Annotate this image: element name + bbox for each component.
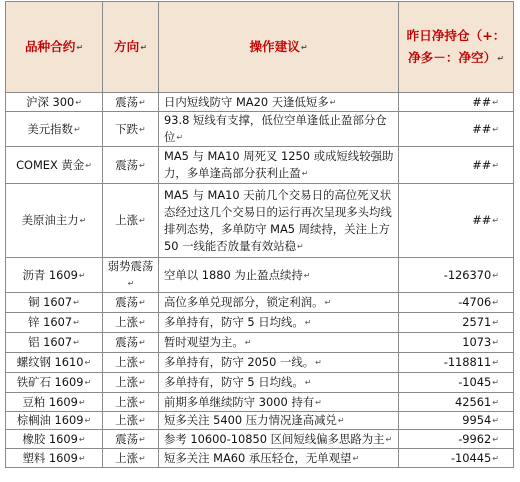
direction-cell: 震荡↵ bbox=[103, 293, 159, 313]
direction-cell: 上涨↵ bbox=[103, 313, 159, 333]
direction-cell: 震荡↵ bbox=[103, 147, 159, 184]
advice-cell: 日内短线防守 MA20 天逢低短多↵ bbox=[159, 93, 399, 112]
product-cell: 铝 1607↵ bbox=[6, 333, 103, 353]
header-advice: 操作建议↵ bbox=[159, 2, 399, 93]
position-cell: -9962↵ bbox=[399, 430, 514, 449]
advice-cell: 多单持有，防守 5 日均线。↵ bbox=[159, 313, 399, 333]
direction-cell: 上涨↵ bbox=[103, 373, 159, 393]
header-product: 品种合约↵ bbox=[6, 2, 103, 93]
position-cell: 9954↵ bbox=[399, 412, 514, 430]
position-cell: 1073↵ bbox=[399, 333, 514, 353]
direction-cell: 上涨↵ bbox=[103, 393, 159, 412]
table-row bbox=[6, 293, 514, 313]
position-cell: -1045↵ bbox=[399, 373, 514, 393]
table-row bbox=[6, 449, 514, 468]
position-cell: ##↵ bbox=[399, 184, 514, 258]
direction-cell: 上涨↵ bbox=[103, 184, 159, 258]
table-row bbox=[6, 373, 514, 393]
advice-cell: 短多关注 5400 压力情况逢高减兑↵ bbox=[159, 412, 399, 430]
table-row bbox=[6, 184, 514, 258]
position-cell: 2571↵ bbox=[399, 313, 514, 333]
product-cell: 螺纹钢 1610↵ bbox=[6, 353, 103, 373]
table-row bbox=[6, 147, 514, 184]
position-cell: -118811↵ bbox=[399, 353, 514, 373]
product-cell: 锌 1607↵ bbox=[6, 313, 103, 333]
direction-cell: 弱势震荡↵ bbox=[103, 258, 159, 293]
product-cell: 棕榈油 1609↵ bbox=[6, 412, 103, 430]
table-row bbox=[6, 430, 514, 449]
position-cell: ##↵ bbox=[399, 112, 514, 147]
advice-cell: 前期多单继续防守 3000 持有↵ bbox=[159, 393, 399, 412]
header-direction: 方向↵ bbox=[103, 2, 159, 93]
advice-cell: 高位多单兑现部分，锁定利润。↵ bbox=[159, 293, 399, 313]
header-row bbox=[6, 2, 514, 93]
product-cell: 沥青 1609↵ bbox=[6, 258, 103, 293]
advice-cell: MA5 与 MA10 天前几个交易日的高位死叉状态经过这几个交易日的运行再次呈现多头均线排列态势，多单防守 MA5 周续持，关注上方 50 一线能否放量有效站稳↵ bbox=[159, 184, 399, 258]
position-cell: -4706↵ bbox=[399, 293, 514, 313]
product-cell: 豆粕 1609↵ bbox=[6, 393, 103, 412]
table-row bbox=[6, 412, 514, 430]
product-cell: 铁矿石 1609↵ bbox=[6, 373, 103, 393]
position-cell: ##↵ bbox=[399, 93, 514, 112]
product-cell: COMEX 黄金↵ bbox=[6, 147, 103, 184]
table-row bbox=[6, 393, 514, 412]
position-cell: -126370↵ bbox=[399, 258, 514, 293]
advice-cell: MA5 与 MA10 周死叉 1250 或成短线较强助力，多单逢高部分获利止盈↵ bbox=[159, 147, 399, 184]
futures-advice-table bbox=[5, 1, 514, 468]
advice-cell: 短多关注 MA60 承压轻仓，无单观望↵ bbox=[159, 449, 399, 468]
direction-cell: 震荡↵ bbox=[103, 93, 159, 112]
position-cell: ##↵ bbox=[399, 147, 514, 184]
direction-cell: 上涨↵ bbox=[103, 353, 159, 373]
product-cell: 橡胶 1609↵ bbox=[6, 430, 103, 449]
product-cell: 铜 1607↵ bbox=[6, 293, 103, 313]
table-row bbox=[6, 112, 514, 147]
advice-cell: 多单持有，防守 2050 一线。↵ bbox=[159, 353, 399, 373]
advice-cell: 参考 10600-10850 区间短线偏多思路为主↵ bbox=[159, 430, 399, 449]
direction-cell: 震荡↵ bbox=[103, 333, 159, 353]
product-cell: 塑料 1609↵ bbox=[6, 449, 103, 468]
direction-cell: 上涨↵ bbox=[103, 449, 159, 468]
advice-cell: 空单以 1880 为止盈点续持↵ bbox=[159, 258, 399, 293]
product-cell: 美原油主力↵ bbox=[6, 184, 103, 258]
product-cell: 沪深 300↵ bbox=[6, 93, 103, 112]
table-row bbox=[6, 313, 514, 333]
direction-cell: 震荡↵ bbox=[103, 430, 159, 449]
table-row bbox=[6, 93, 514, 112]
product-cell: 美元指数↵ bbox=[6, 112, 103, 147]
advice-cell: 93.8 短线有支撑，低位空单逢低止盈部分仓位↵ bbox=[159, 112, 399, 147]
table-row bbox=[6, 333, 514, 353]
position-cell: 42561↵ bbox=[399, 393, 514, 412]
position-cell: -10445↵ bbox=[399, 449, 514, 468]
header-position: 昨日净持仓（+： 净多－：净空）↵ bbox=[399, 2, 514, 93]
table-row bbox=[6, 258, 514, 293]
advice-cell: 多单持有，防守 5 日均线。↵ bbox=[159, 373, 399, 393]
direction-cell: 上涨↵ bbox=[103, 412, 159, 430]
table-row bbox=[6, 353, 514, 373]
direction-cell: 下跌↵ bbox=[103, 112, 159, 147]
advice-cell: 暂时观望为主。↵ bbox=[159, 333, 399, 353]
